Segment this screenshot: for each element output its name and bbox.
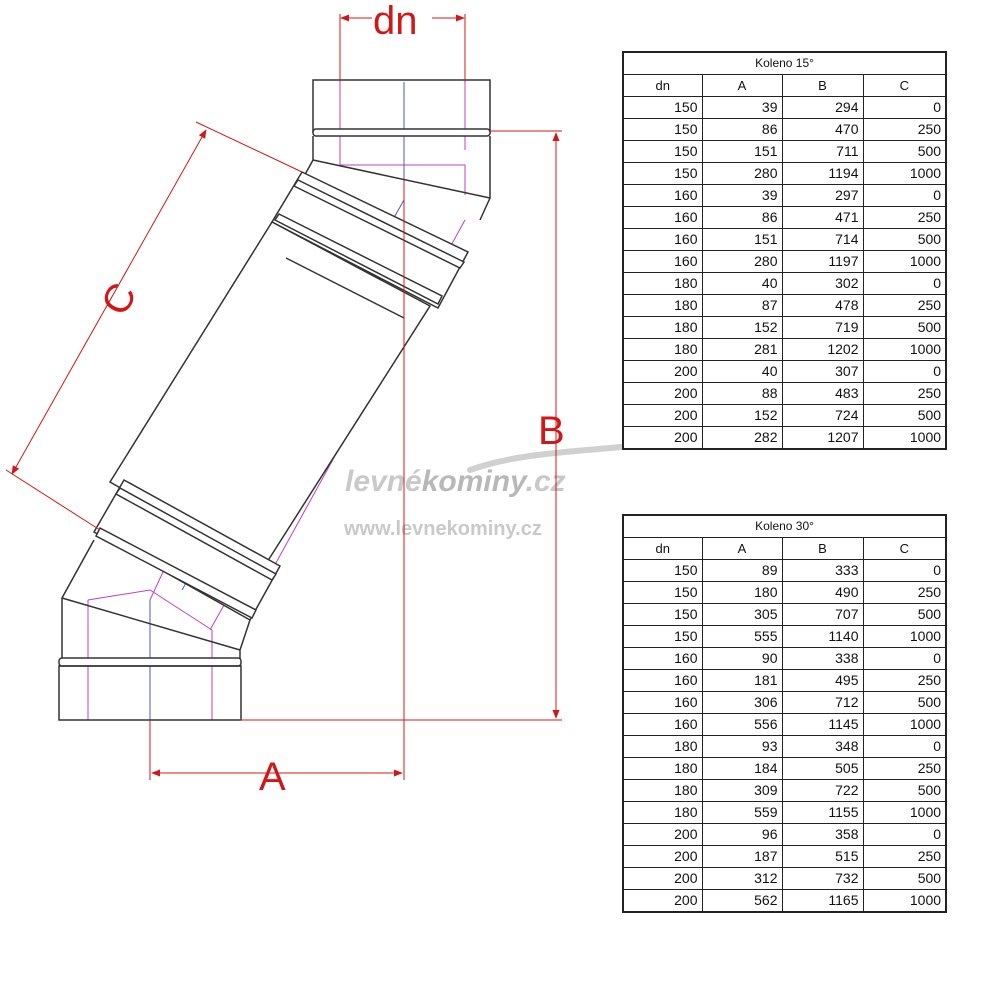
column-header: B xyxy=(782,75,863,97)
table-cell: 250 xyxy=(863,670,946,692)
table-cell: 555 xyxy=(702,626,782,648)
label-dn: dn xyxy=(373,0,418,43)
table-cell: 39 xyxy=(702,97,782,119)
table-cell: 96 xyxy=(702,824,782,846)
table-row xyxy=(623,692,946,714)
table-cell: 280 xyxy=(702,163,782,185)
table-row xyxy=(623,295,946,317)
table-row xyxy=(623,604,946,626)
table-cell: 180 xyxy=(623,780,702,802)
table-cell: 180 xyxy=(623,802,702,824)
table-row xyxy=(623,868,946,890)
table-cell: 184 xyxy=(702,758,782,780)
table-cell: 0 xyxy=(863,560,946,582)
table-cell: 200 xyxy=(623,824,702,846)
table-cell: 150 xyxy=(623,141,702,163)
table-cell: 478 xyxy=(782,295,863,317)
table-cell: 152 xyxy=(702,317,782,339)
table-title: Koleno 30° xyxy=(623,515,946,538)
table-cell: 160 xyxy=(623,648,702,670)
table-cell: 483 xyxy=(782,383,863,405)
table-cell: 39 xyxy=(702,185,782,207)
table-cell: 281 xyxy=(702,339,782,361)
table-cell: 0 xyxy=(863,361,946,383)
table-cell: 0 xyxy=(863,185,946,207)
table-cell: 160 xyxy=(623,251,702,273)
table-cell: 1194 xyxy=(782,163,863,185)
table-cell: 1207 xyxy=(782,427,863,450)
table-cell: 250 xyxy=(863,383,946,405)
table-cell: 187 xyxy=(702,846,782,868)
table-cell: 180 xyxy=(623,736,702,758)
table-cell: 200 xyxy=(623,846,702,868)
table-cell: 500 xyxy=(863,868,946,890)
table-koleno-15 xyxy=(622,51,947,450)
watermark xyxy=(343,445,640,540)
label-a: A xyxy=(259,755,286,799)
table-cell: 200 xyxy=(623,383,702,405)
table-cell: 1000 xyxy=(863,714,946,736)
table-cell: 307 xyxy=(782,361,863,383)
table-cell: 1000 xyxy=(863,427,946,450)
table-cell: 86 xyxy=(702,207,782,229)
table-cell: 93 xyxy=(702,736,782,758)
table-cell: 471 xyxy=(782,207,863,229)
column-header: A xyxy=(702,75,782,97)
table-row xyxy=(623,582,946,604)
table-row xyxy=(623,229,946,251)
table-cell: 200 xyxy=(623,405,702,427)
table-cell: 348 xyxy=(782,736,863,758)
table-cell: 500 xyxy=(863,141,946,163)
table-cell: 1197 xyxy=(782,251,863,273)
table-cell: 358 xyxy=(782,824,863,846)
table-row xyxy=(623,648,946,670)
table-cell: 200 xyxy=(623,427,702,450)
table-koleno-30 xyxy=(622,514,947,913)
table-cell: 151 xyxy=(702,141,782,163)
table-cell: 500 xyxy=(863,405,946,427)
table-cell: 89 xyxy=(702,560,782,582)
table-cell: 294 xyxy=(782,97,863,119)
pipe-outline xyxy=(59,80,490,720)
table-cell: 0 xyxy=(863,824,946,846)
table-cell: 500 xyxy=(863,780,946,802)
column-header: dn xyxy=(623,538,702,560)
table-cell: 707 xyxy=(782,604,863,626)
label-c: C xyxy=(93,276,146,323)
table-row xyxy=(623,383,946,405)
table-cell: 500 xyxy=(863,317,946,339)
column-header: C xyxy=(863,75,946,97)
table-cell: 1202 xyxy=(782,339,863,361)
table-cell: 180 xyxy=(623,295,702,317)
label-b: B xyxy=(538,409,565,453)
table-cell: 180 xyxy=(623,339,702,361)
table-cell: 150 xyxy=(623,119,702,141)
table-row xyxy=(623,97,946,119)
table-cell: 562 xyxy=(702,890,782,913)
table-cell: 500 xyxy=(863,604,946,626)
table-cell: 160 xyxy=(623,229,702,251)
bottom-bead xyxy=(59,658,241,666)
svg-text:levnékominy.cz xyxy=(345,465,566,498)
table-cell: 338 xyxy=(782,648,863,670)
table-cell: 160 xyxy=(623,670,702,692)
table-cell: 714 xyxy=(782,229,863,251)
table-cell: 500 xyxy=(863,692,946,714)
watermark-url: www.levnekominy.cz xyxy=(344,518,542,540)
table-cell: 150 xyxy=(623,582,702,604)
table-cell: 150 xyxy=(623,163,702,185)
table-cell: 724 xyxy=(782,405,863,427)
table-cell: 200 xyxy=(623,361,702,383)
table-cell: 181 xyxy=(702,670,782,692)
table-cell: 180 xyxy=(623,273,702,295)
table-cell: 1000 xyxy=(863,802,946,824)
table-cell: 297 xyxy=(782,185,863,207)
table-cell: 90 xyxy=(702,648,782,670)
table-row xyxy=(623,736,946,758)
table-cell: 0 xyxy=(863,97,946,119)
table-cell: 180 xyxy=(623,758,702,780)
table-cell: 250 xyxy=(863,758,946,780)
table-cell: 87 xyxy=(702,295,782,317)
table-cell: 711 xyxy=(782,141,863,163)
table-cell: 150 xyxy=(623,604,702,626)
table-row xyxy=(623,273,946,295)
table-row xyxy=(623,427,946,450)
table-cell: 712 xyxy=(782,692,863,714)
table-cell: 160 xyxy=(623,207,702,229)
table-cell: 732 xyxy=(782,868,863,890)
table-cell: 200 xyxy=(623,890,702,913)
table-cell: 302 xyxy=(782,273,863,295)
table-row xyxy=(623,339,946,361)
watermark-brand-tld: .cz xyxy=(525,465,566,498)
table-row xyxy=(623,626,946,648)
table-row xyxy=(623,141,946,163)
table-cell: 1000 xyxy=(863,626,946,648)
table-title: Koleno 15° xyxy=(623,52,946,75)
table-cell: 250 xyxy=(863,295,946,317)
table-cell: 180 xyxy=(702,582,782,604)
table-cell: 719 xyxy=(782,317,863,339)
table-cell: 151 xyxy=(702,229,782,251)
table-row xyxy=(623,207,946,229)
table-row xyxy=(623,670,946,692)
table-cell: 490 xyxy=(782,582,863,604)
table-row xyxy=(623,824,946,846)
table-cell: 160 xyxy=(623,185,702,207)
table-cell: 0 xyxy=(863,736,946,758)
table-row xyxy=(623,163,946,185)
table-row xyxy=(623,890,946,913)
table-cell: 470 xyxy=(782,119,863,141)
table-cell: 312 xyxy=(702,868,782,890)
column-header: dn xyxy=(623,75,702,97)
table-cell: 306 xyxy=(702,692,782,714)
table-cell: 556 xyxy=(702,714,782,736)
table-cell: 515 xyxy=(782,846,863,868)
table-cell: 200 xyxy=(623,868,702,890)
table-cell: 1155 xyxy=(782,802,863,824)
table-cell: 1000 xyxy=(863,890,946,913)
table-row xyxy=(623,361,946,383)
table-cell: 160 xyxy=(623,714,702,736)
table-cell: 150 xyxy=(623,97,702,119)
table-cell: 40 xyxy=(702,361,782,383)
table-cell: 152 xyxy=(702,405,782,427)
table-row xyxy=(623,802,946,824)
table-cell: 0 xyxy=(863,273,946,295)
table-cell: 505 xyxy=(782,758,863,780)
table-cell: 160 xyxy=(623,692,702,714)
top-bead xyxy=(313,129,490,136)
table-cell: 1000 xyxy=(863,339,946,361)
table-cell: 1145 xyxy=(782,714,863,736)
table-cell: 722 xyxy=(782,780,863,802)
table-cell: 180 xyxy=(623,317,702,339)
table-row xyxy=(623,119,946,141)
column-header: B xyxy=(782,538,863,560)
table-cell: 305 xyxy=(702,604,782,626)
table-cell: 559 xyxy=(702,802,782,824)
table-cell: 88 xyxy=(702,383,782,405)
table-row xyxy=(623,846,946,868)
table-cell: 0 xyxy=(863,648,946,670)
table-cell: 250 xyxy=(863,582,946,604)
table-cell: 150 xyxy=(623,626,702,648)
table-cell: 86 xyxy=(702,119,782,141)
table-cell: 250 xyxy=(863,846,946,868)
table-row xyxy=(623,714,946,736)
table-row xyxy=(623,758,946,780)
table-cell: 250 xyxy=(863,119,946,141)
table-row xyxy=(623,780,946,802)
table-row xyxy=(623,405,946,427)
table-cell: 1000 xyxy=(863,163,946,185)
table-cell: 1000 xyxy=(863,251,946,273)
table-row xyxy=(623,185,946,207)
watermark-brand-light: levné xyxy=(345,465,422,498)
table-cell: 495 xyxy=(782,670,863,692)
column-header: A xyxy=(702,538,782,560)
table-row xyxy=(623,560,946,582)
table-cell: 280 xyxy=(702,251,782,273)
table-row xyxy=(623,251,946,273)
table-cell: 250 xyxy=(863,207,946,229)
table-cell: 1165 xyxy=(782,890,863,913)
table-cell: 309 xyxy=(702,780,782,802)
table-cell: 150 xyxy=(623,560,702,582)
table-cell: 500 xyxy=(863,229,946,251)
table-cell: 1140 xyxy=(782,626,863,648)
table-row xyxy=(623,317,946,339)
watermark-brand-dark: kominy xyxy=(421,465,526,498)
column-header: C xyxy=(863,538,946,560)
table-cell: 282 xyxy=(702,427,782,450)
table-cell: 40 xyxy=(702,273,782,295)
table-cell: 333 xyxy=(782,560,863,582)
